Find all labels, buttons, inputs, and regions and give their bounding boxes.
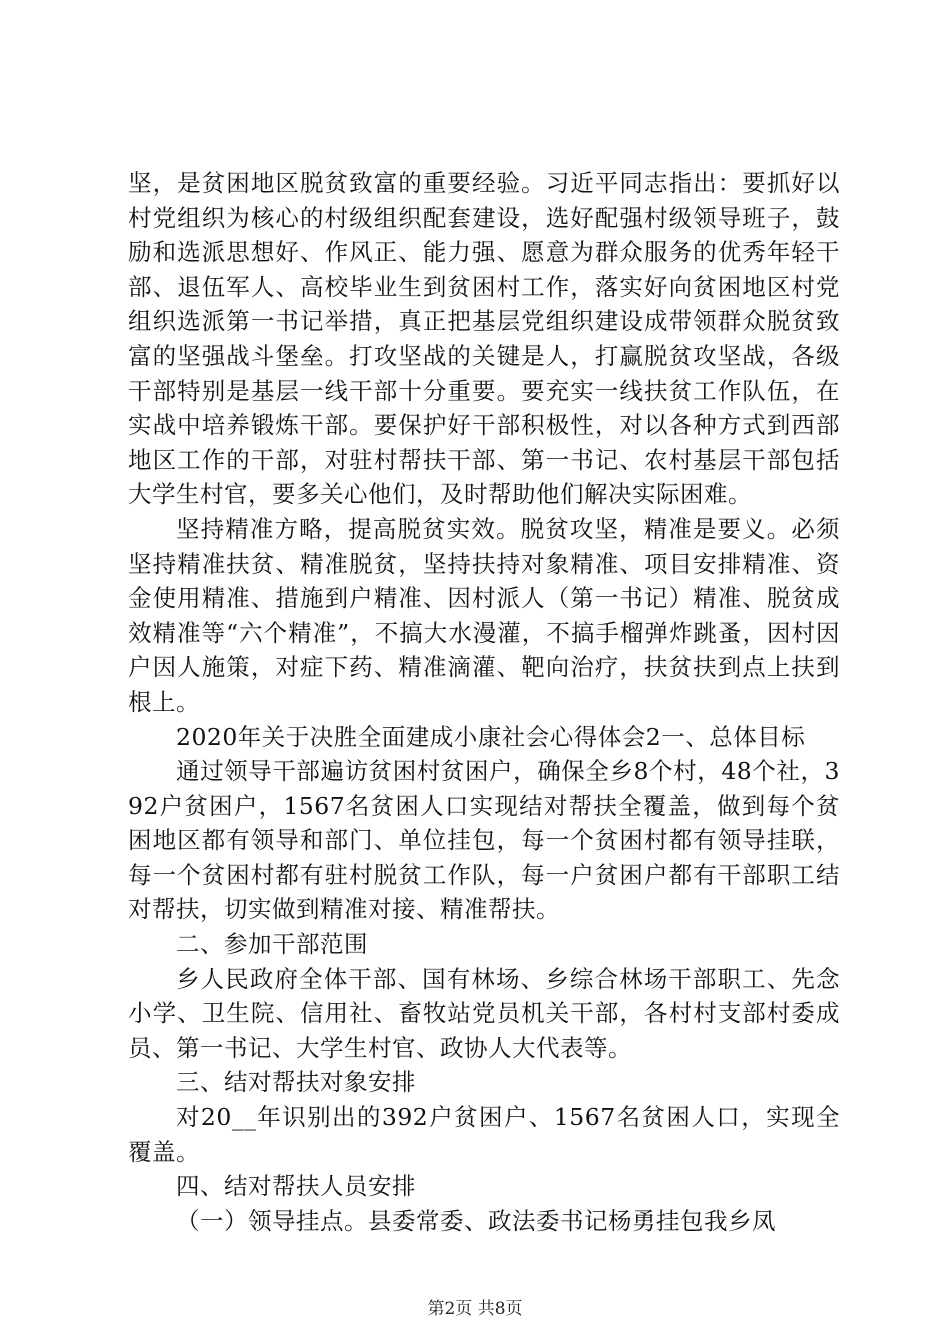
paragraph-6: 乡人民政府全体干部、国有林场、乡综合林场干部职工、先念小学、卫生院、信用社、畜牧站党员机关干部，各村村支部村委成员、第一书记、大学生村官、政协人大代表等。	[128, 964, 840, 1062]
section-heading-2: 二、参加干部范围	[176, 930, 368, 959]
section-heading-4: 四、结对帮扶人员安排	[176, 1172, 416, 1201]
paragraph-8: 对20__年识别出的392户贫困户、1567名贫困人口，实现全覆盖。	[128, 1103, 840, 1166]
paragraph-1: 坚，是贫困地区脱贫致富的重要经验。习近平同志指出：要抓好以村党组织为核心的村级组织配套建设，选好配强村级领导班子，鼓励和选派思想好、作风正、能力强、愿意为群众服务的优秀年轻干部、退伍军人、高校毕业生到贫困村工作，落实好向贫困地区村党组织选派第一书记举措，真正把基层党组织建设成带领群众脱贫致富的坚强战斗堡垒。打攻坚战的关键是人，打赢脱贫攻坚战，各级干部特别是基层一线干部十分重要。要充实一线扶贫工作队伍，在实战中培养锻炼干部。要保护好干部积极性，对以各种方式到西部地区工作的干部，对驻村帮扶干部、第一书记、农村基层干部包括大学生村官，要多关心他们，及时帮助他们解决实际困难。	[128, 169, 840, 509]
section-heading-3: 三、结对帮扶对象安排	[176, 1068, 416, 1097]
page-footer	[0, 1298, 950, 1320]
paragraph-4: 通过领导干部遍访贫困村贫困户，确保全乡8个村，48个社，392户贫困户，1567名贫困人口实现结对帮扶全覆盖，做到每个贫困地区都有领导和部门、单位挂包，每一个贫困村都有领导挂联，每一个贫困村都有驻村脱贫工作队，每一户贫困户都有干部职工结对帮扶，切实做到精准对接、精准帮扶。	[128, 757, 840, 924]
page-number-label: 第2页 共8页	[427, 1299, 523, 1319]
document-body	[128, 166, 840, 1238]
paragraph-2: 坚持精准方略，提高脱贫实效。脱贫攻坚，精准是要义。必须坚持精准扶贫、精准脱贫，坚持扶持对象精准、项目安排精准、资金使用精准、措施到户精准、因村派人（第一书记）精准、脱贫成效精准等“六个精准”，不搞大水漫灌，不搞手榴弹炸跳蚤，因村因户因人施策，对症下药、精准滴灌、靶向治疗，扶贫扶到点上扶到根上。	[128, 514, 840, 716]
paragraph-3: 2020年关于决胜全面建成小康社会心得体会2一、总体目标	[176, 722, 806, 751]
paragraph-10: （一）领导挂点。县委常委、政法委书记杨勇挂包我乡凤	[176, 1206, 776, 1235]
